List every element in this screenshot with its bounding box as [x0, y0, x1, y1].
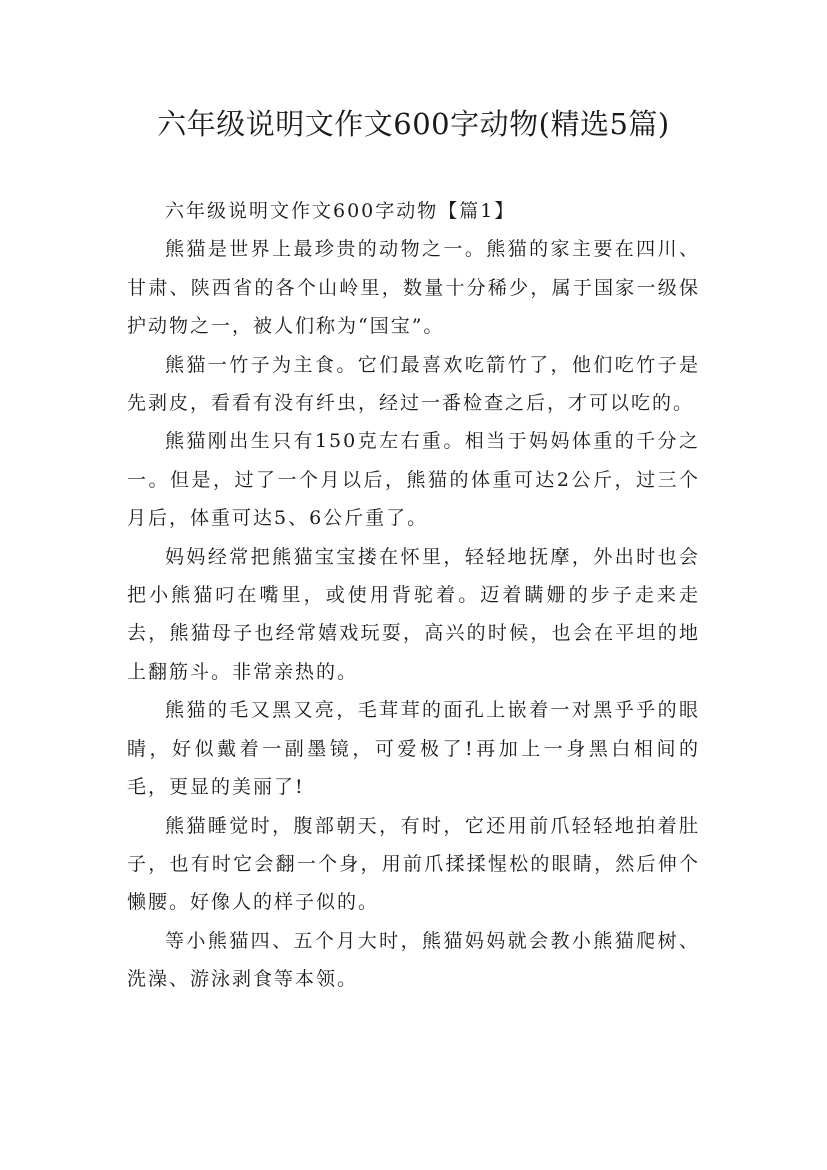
paragraph: 熊猫一竹子为主食。它们最喜欢吃箭竹了，他们吃竹子是先剥皮，看看有没有纤虫，经过一番检查之后，才可以吃的。 — [127, 353, 700, 415]
document-body — [127, 192, 700, 999]
paragraph: 熊猫是世界上最珍贵的动物之一。熊猫的家主要在四川、甘肃、陕西省的各个山岭里，数量十分稀少，属于国家一级保护动物之一，被人们称为“国宝”。 — [127, 238, 700, 338]
paragraph: 熊猫的毛又黑又亮，毛茸茸的面孔上嵌着一对黑乎乎的眼睛，好似戴着一副墨镜，可爱极了!再加上一身黑白相间的毛，更显的美丽了! — [127, 699, 700, 799]
document-title: 六年级说明文作文600字动物(精选5篇) — [157, 107, 670, 141]
paragraph: 等小熊猫四、五个月大时，熊猫妈妈就会教小熊猫爬树、洗澡、游泳剥食等本领。 — [127, 929, 700, 991]
section-heading: 六年级说明文作文600字动物【篇1】 — [165, 200, 516, 222]
paragraph: 妈妈经常把熊猫宝宝搂在怀里，轻轻地抚摩，外出时也会把小熊猫叼在嘴里，或使用背驼着。迈着瞒姗的步子走来走去，熊猫母子也经常嬉戏玩耍，高兴的时候，也会在平坦的地上翻筋斗。非常亲热的。 — [127, 545, 700, 683]
paragraph: 熊猫睡觉时，腹部朝天，有时，它还用前爪轻轻地拍着肚子，也有时它会翻一个身，用前爪揉揉惺松的眼睛，然后伸个懒腰。好像人的样子似的。 — [127, 814, 700, 914]
paragraph: 熊猫刚出生只有150克左右重。相当于妈妈体重的千分之一。但是，过了一个月以后，熊猫的体重可达2公斤，过三个月后，体重可达5、6公斤重了。 — [127, 430, 700, 530]
